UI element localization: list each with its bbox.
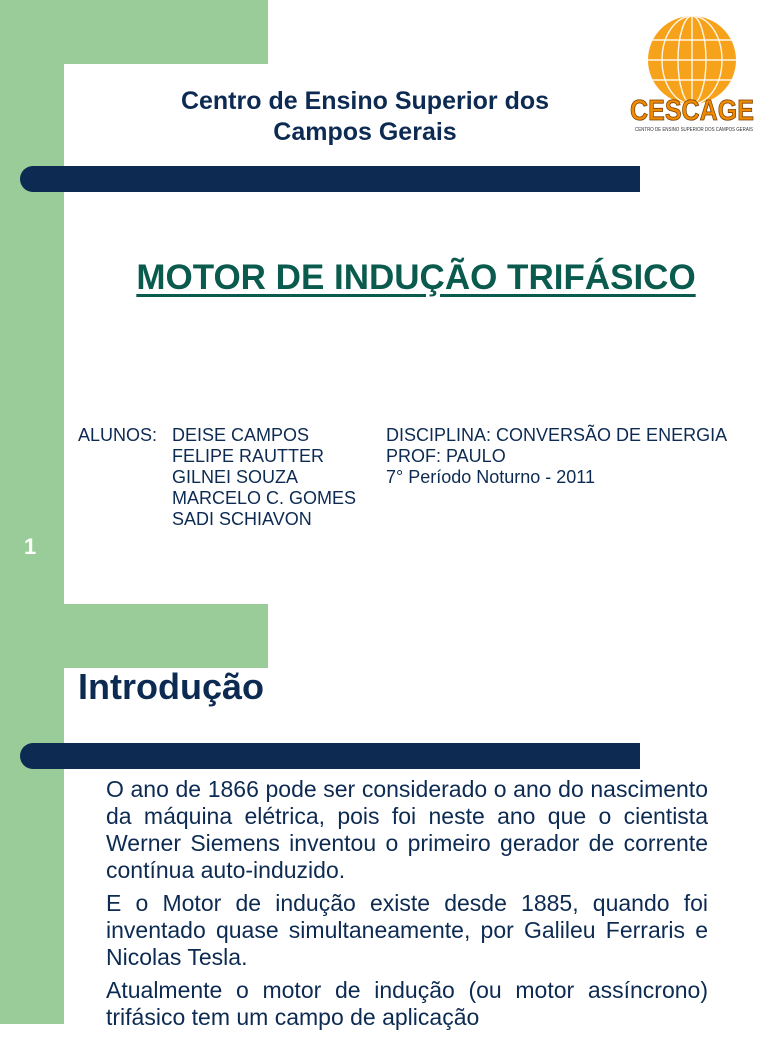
green-side-band: [0, 0, 64, 604]
professor-text: PROF: PAULO: [386, 446, 506, 466]
student-name: GILNEI SOUZA: [172, 467, 299, 487]
paragraph: O ano de 1866 pode ser considerado o ano do nascimento da máquina elétrica, pois foi neste ano que o cientista Werner Siemens inventou o primeiro gerador de corrente contínua auto-induzido.: [106, 776, 708, 883]
divider-bar: [20, 166, 640, 192]
student-name: FELIPE RAUTTER: [172, 446, 325, 466]
divider-bar: [20, 743, 640, 769]
logo-tagline: CENTRO DE ENSINO SUPERIOR DOS CAMPOS GERAIS: [635, 127, 754, 133]
intro-slide: [0, 604, 768, 1030]
paragraph: Atualmente o motor de indução (ou motor assíncrono) trifásico tem um campo de aplicação: [106, 977, 708, 1030]
institution-title: [130, 86, 600, 148]
student-name: DEISE CAMPOS: [172, 425, 310, 445]
green-top-band: [0, 0, 268, 64]
student-name: SADI SCHIAVON: [172, 509, 312, 529]
students-label: ALUNOS:: [78, 425, 158, 445]
students-block: [78, 425, 357, 529]
paragraph: E o Motor de indução existe desde 1885, quando foi inventado quase simultaneamente, por Galileu Ferraris e Nicolas Tesla.: [106, 890, 708, 970]
institution-title-line2: Campos Gerais: [273, 118, 457, 146]
institution-title-line1: Centro de Ensino Superior dos: [180, 87, 550, 115]
discipline-text: DISCIPLINA: CONVERSÃO DE ENERGIA: [386, 425, 728, 445]
course-info: [386, 425, 727, 488]
cescage-logo: [628, 10, 756, 138]
logo-name: CESCAGE: [630, 95, 754, 127]
student-name: MARCELO C. GOMES: [172, 488, 357, 508]
students-list: [172, 425, 356, 530]
intro-body: [106, 776, 708, 1037]
green-top-band: [0, 604, 268, 668]
presentation-title: MOTOR DE INDUÇÃO TRIFÁSICO: [136, 258, 696, 297]
slide-number: 1: [24, 534, 37, 559]
period-text: 7° Período Noturno - 2011: [386, 467, 595, 487]
section-title: Introdução: [78, 666, 264, 707]
